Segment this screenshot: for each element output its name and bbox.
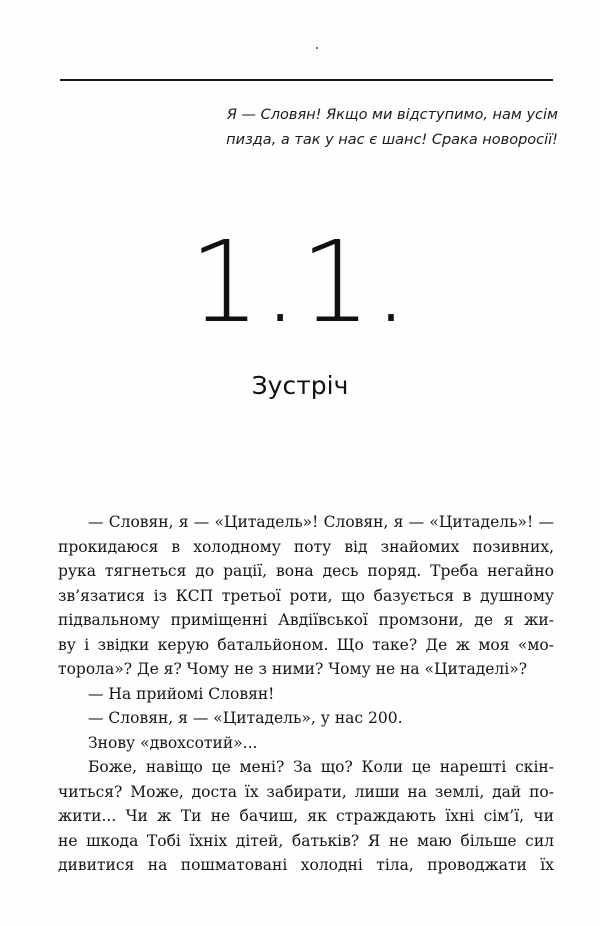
- body-line: зв’язатися із КСП третьої роти, що базується в душному: [58, 586, 554, 605]
- epigraph-line: Я — Словян! Якщо ми відступимо, нам усім: [226, 107, 558, 123]
- body-line: — На прийомі Словян!: [88, 684, 275, 703]
- print-speck: [316, 47, 318, 49]
- body-line: Знову «двохсотий»...: [88, 733, 258, 752]
- body-line: читься? Може, доста їх забирати, лиши на землі, дай по-: [58, 782, 554, 801]
- body-text: [58, 510, 554, 878]
- body-line: ву і звідки керую батальйоном. Що таке? Де ж моя «мо-: [58, 635, 554, 654]
- chapter-number: 1.1.: [189, 218, 411, 348]
- body-line: не шкода Тобі їхніх дітей, батьків? Я не маю більше сил: [58, 831, 554, 850]
- body-line: торола»? Де я? Чому не з ними? Чому не на «Цитаделі»?: [58, 660, 528, 678]
- epigraph-line: пизда, а так у нас є шанс! Срака новоросії!: [226, 132, 558, 148]
- body-line: — Словян, я — «Цитадель»! Словян, я — «Цитадель»! —: [88, 513, 554, 531]
- body-line: підвальному приміщенні Авдіївської промзони, де я жи-: [58, 611, 554, 629]
- body-line: дивитися на пошматовані холодні тіла, проводжати їх: [58, 856, 554, 874]
- body-line: прокидаюся в холодному поту від знайомих позивних,: [58, 537, 554, 556]
- chapter-title: Зустріч: [251, 371, 349, 400]
- body-line: — Словян, я — «Цитадель», у нас 200.: [88, 709, 403, 727]
- body-line: жити... Чи ж Ти не бачиш, як страждають їхні сім’ї, чи: [58, 807, 554, 825]
- body-line: Боже, навіщо це мені? За що? Коли це нарешті скін-: [88, 758, 554, 776]
- epigraph: [100, 103, 558, 153]
- body-line: рука тягнеться до рації, вона десь поряд. Треба негайно: [58, 562, 554, 580]
- header-rule: [60, 79, 553, 81]
